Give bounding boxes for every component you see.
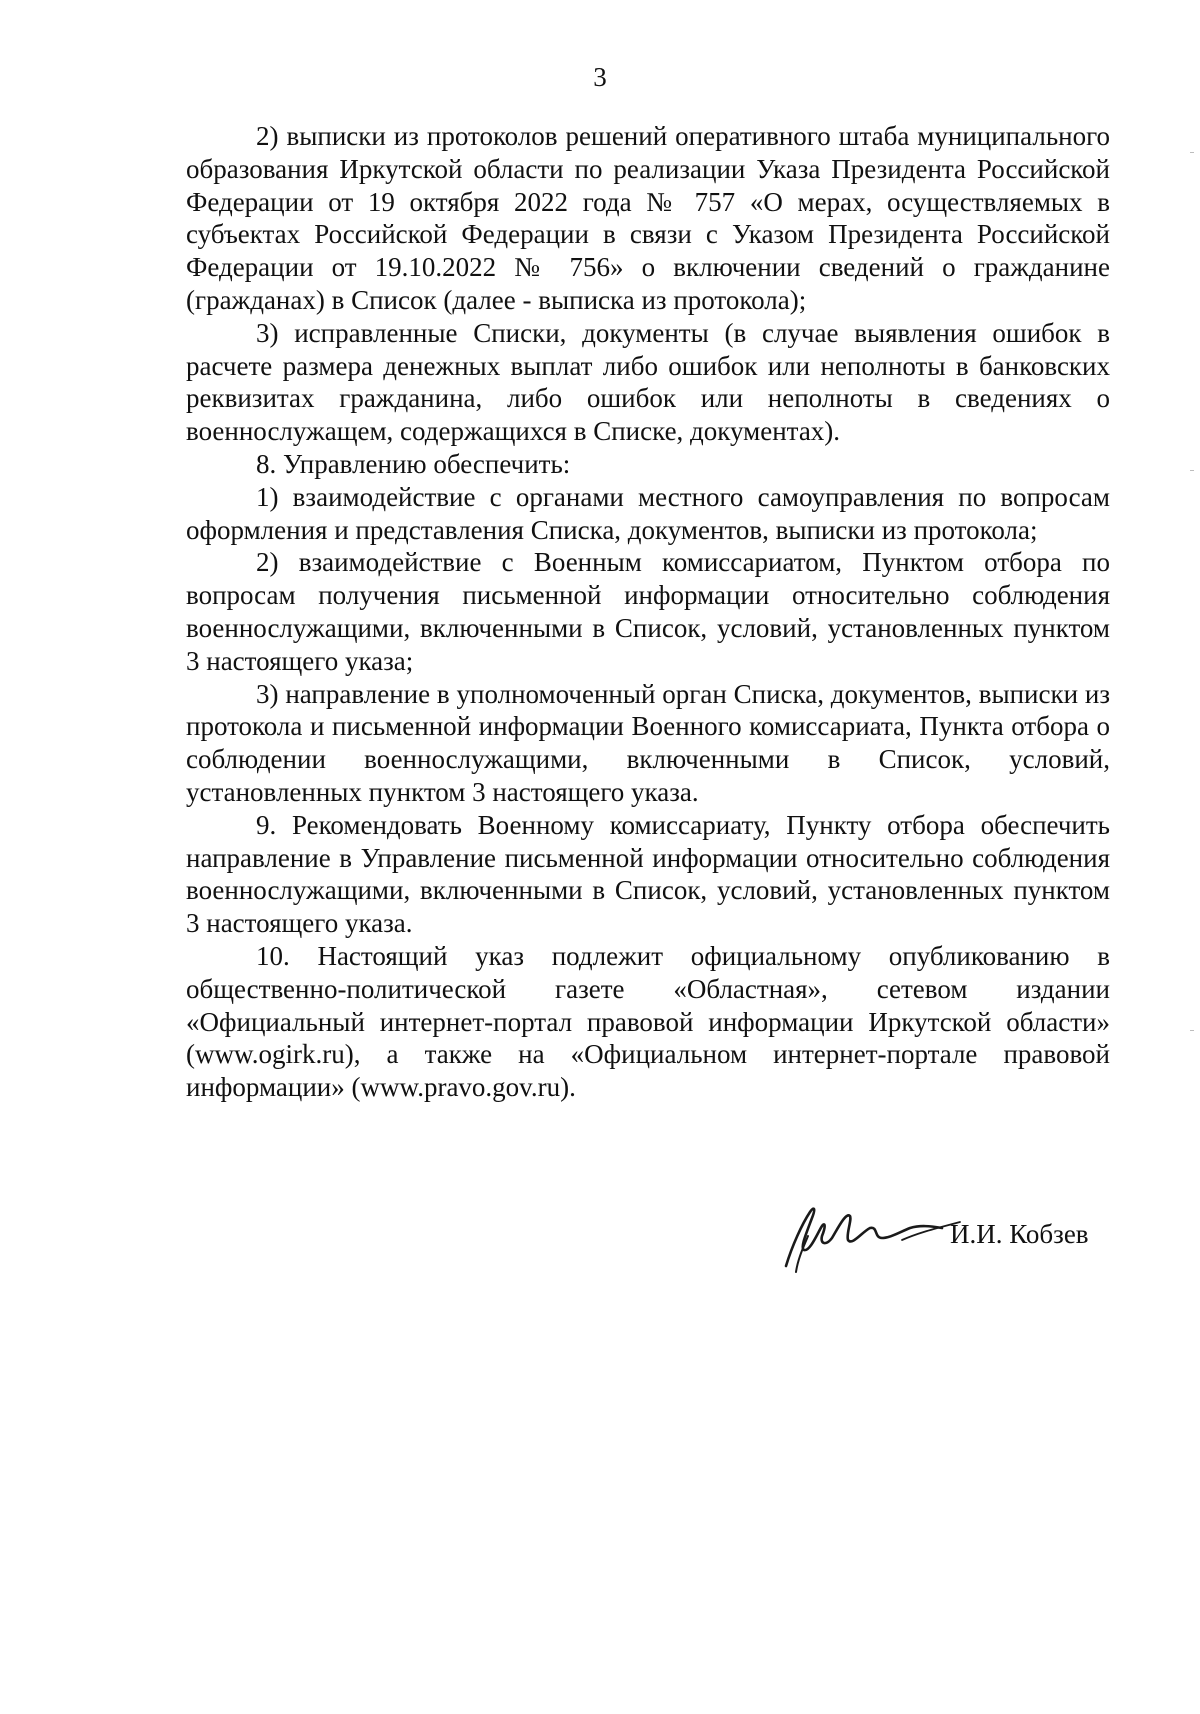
paragraph-item-3-corrected-lists: 3) исправленные Списки, документы (в случае выявления ошибок в расчете размера денежных выплат либо ошибок или неполноты в банковских реквизитах гражданина, либо ошибок или неполноты в сведениях о военнослужащем, содержащихся в Списке, документах). bbox=[186, 317, 1110, 447]
paragraph-point-8-item-2: 2) взаимодействие с Военным комиссариатом, Пунктом отбора по вопросам получения письменной информации относительно соблюдения военнослужащими, включенными в Список, условий, установленных пунктом 3 настоящего указа; bbox=[186, 547, 1110, 676]
signature-block bbox=[770, 1188, 1120, 1278]
document-body bbox=[186, 120, 1110, 1104]
scan-margin-mark bbox=[1190, 470, 1194, 471]
scan-margin-mark bbox=[1190, 1030, 1194, 1031]
scan-margin-mark bbox=[1190, 152, 1194, 153]
signer-name: И.И. Кобзев bbox=[950, 1219, 1089, 1249]
paragraph-point-8-item-1: 1) взаимодействие с органами местного самоуправления по вопросам оформления и представления Списка, документов, выписки из протокола; bbox=[186, 481, 1110, 545]
paragraph-point-10: 10. Настоящий указ подлежит официальному опубликованию в общественно-политической газете «Областная», сетевом издании «Официальный интернет-портал правовой информации Иркутской области» (www.ogirk.ru), а также на «Официальном интернет-портале правовой информации» (www.pravo.gov.ru). bbox=[186, 940, 1110, 1103]
paragraph-point-8: 8. Управлению обеспечить: bbox=[256, 448, 571, 479]
handwritten-signature-icon bbox=[770, 1188, 970, 1278]
paragraph-point-8-item-3: 3) направление в уполномоченный орган Списка, документов, выписки из протокола и письменной информации Военного комиссариата, Пункта отбора о соблюдении военнослужащими, включенными в Список, условий, установленных пунктом 3 настоящего указа. bbox=[186, 678, 1110, 807]
paragraph-item-2-extracts: 2) выписки из протоколов решений оперативного штаба муниципального образования Иркутской области по реализации Указа Президента Российской Федерации от 19 октября 2022 года № 757 «О мерах, осуществляемых в субъектах Российской Федерации в связи с Указом Президента Российской Федерации от 19.10.2022 № 756» о включении сведений о гражданине (гражданах) в Список (далее - выписка из протокола); bbox=[186, 121, 1110, 315]
paragraph-point-9: 9. Рекомендовать Военному комиссариату, Пункту отбора обеспечить направление в Управление письменной информации относительно соблюдения военнослужащими, включенными в Список, условий, установленных пунктом 3 настоящего указа. bbox=[186, 809, 1110, 939]
page-number: 3 bbox=[593, 62, 607, 92]
